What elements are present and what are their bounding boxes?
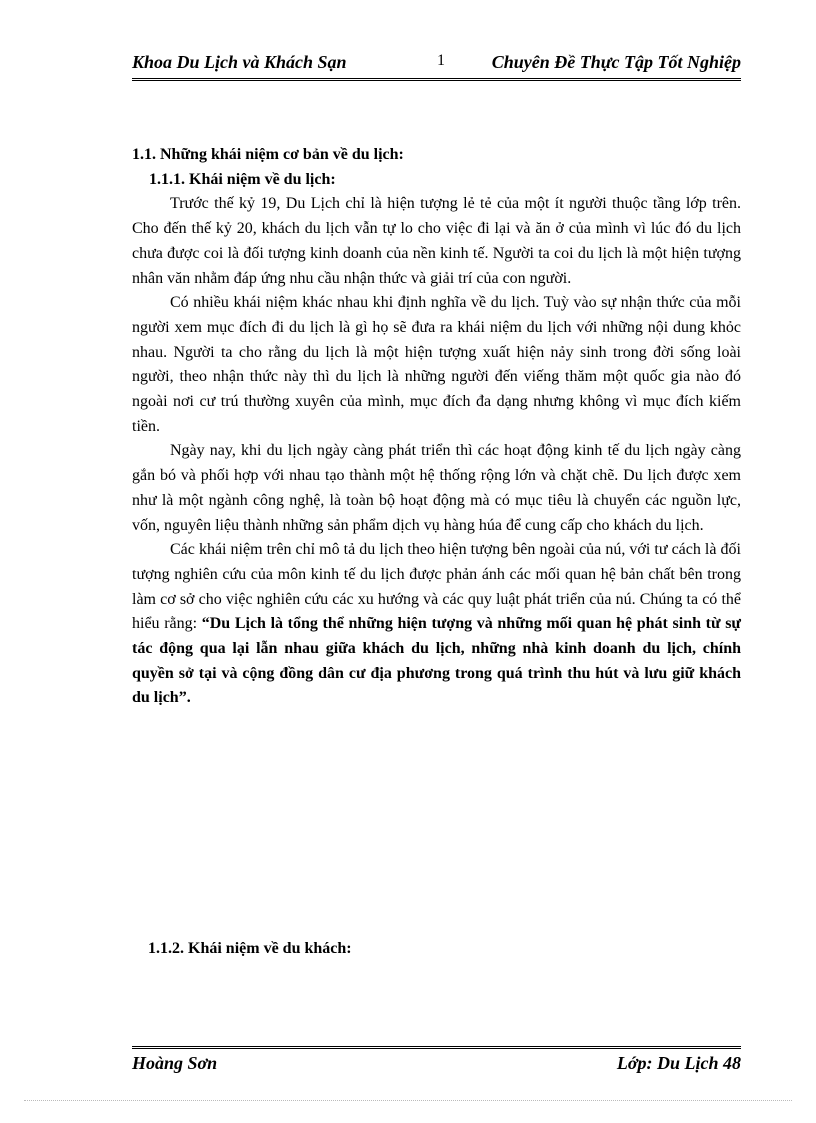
footer-author: Hoàng Sơn: [132, 1053, 218, 1073]
header-report-title: Chuyên Đề Thực Tập Tốt Nghiệp: [491, 52, 741, 72]
footer-class: Lớp: Du Lịch 48: [616, 1053, 741, 1073]
page-number: 1: [437, 52, 445, 69]
section-heading-1-1-1: 1.1.1. Khái niệm về du lịch:: [149, 170, 336, 188]
section-heading-1-1: 1.1. Những khái niệm cơ bản về du lịch:: [132, 146, 404, 163]
paragraph-4-text: Các khái niệm trên chỉ mô tả du lịch theo hiện tượng bên ngoài của nú, với tư cách là đối tượng nghiên cứu của môn kinh tế du lịch được phản ánh các mối quan hệ bản chất bên trong làm cơ sở cho việc nghiên cứu các xu hướng và các quy luật phát triển của nú. Chúng ta có thể hiểu rằng:: [132, 541, 741, 633]
paragraph-3: Ngày nay, khi du lịch ngày càng phát triển thì các hoạt động kinh tế du lịch ngày càng gắn bó và phối hợp với nhau tạo thành một hệ thống rộng lớn và chặt chẽ. Du lịch được xem như là một ngành công nghệ, là toàn bộ hoạt động mà có mục tiêu là chuyển các nguồn lực, vốn, nguyên liệu thành những sản phẩm dịch vụ hàng húa để cung cấp cho khách du lịch.: [132, 442, 741, 534]
document-body: [132, 143, 741, 711]
paragraph-1: Trước thế kỷ 19, Du Lịch chỉ là hiện tượng lẻ tẻ của một ít người thuộc tầng lớp trên. Cho đến thế kỷ 20, khách du lịch vẫn tự lo cho việc đi lại và ăn ở của mình vì lúc đó du lịch chưa được coi là đối tượng kinh doanh của nền kinh tế. Người ta coi du lịch là một hiện tượng nhân văn nhằm đáp ứng nhu cầu nhận thức và giải trí của con người.: [132, 195, 741, 287]
paragraph-2: Có nhiều khái niệm khác nhau khi định nghĩa về du lịch. Tuỳ vào sự nhận thức của mỗi người xem mục đích đi du lịch là gì họ sẽ đưa ra khái niệm du lịch với những nội dung khỏc nhau. Người ta cho rằng du lịch là một hiện tượng xuất hiện nảy sinh trong đời sống loài người, theo nhận thức này thì du lịch là những người đến viếng thăm một quốc gia nào đó ngoài nơi cư trú thường xuyên của mình, mục đích đa dạng nhưng không vì mục đích kiếm tiền.: [132, 294, 741, 435]
header-faculty: Khoa Du Lịch và Khách Sạn: [132, 52, 347, 72]
tourism-definition-quote: “Du Lịch là tổng thể những hiện tượng và những mối quan hệ phát sinh từ sự tác động qua lại lẫn nhau giữa khách du lịch, những nhà kinh doanh du lịch, chính quyền sở tại và cộng đồng dân cư địa phương trong quá trình thu hút và lưu giữ khách du lịch”.: [132, 615, 742, 707]
page-header: [132, 52, 741, 81]
page-footer: [132, 1046, 741, 1077]
page-break-line: [24, 1100, 792, 1101]
section-heading-1-1-2: 1.1.2. Khái niệm về du khách:: [148, 940, 352, 957]
paragraph-4: [132, 538, 741, 711]
